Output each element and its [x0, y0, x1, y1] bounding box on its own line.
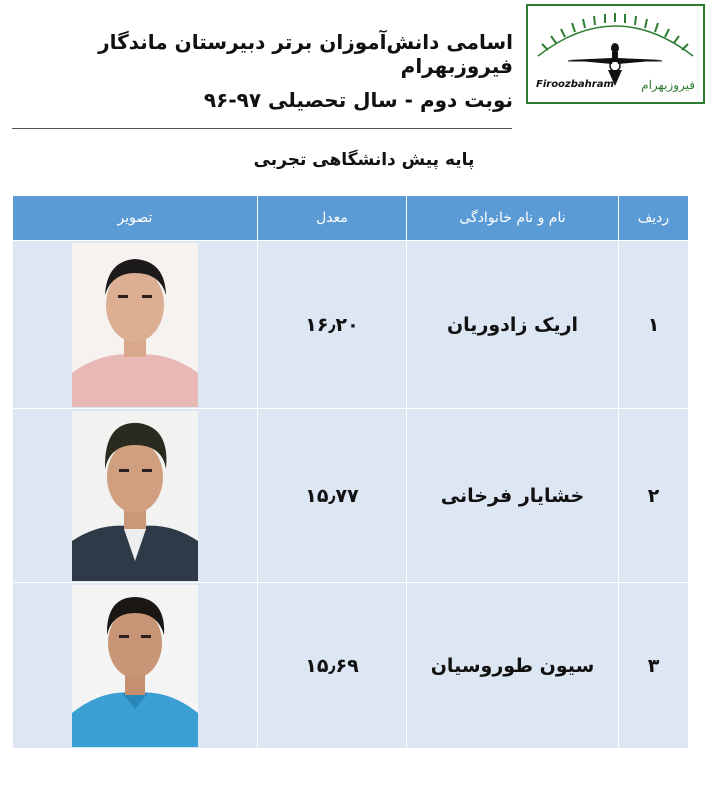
grade-heading: پایه پیش دانشگاهی تجربی — [253, 150, 475, 170]
header-average: معدل — [258, 196, 407, 241]
student-photo-1 — [72, 243, 198, 407]
table-row — [13, 409, 689, 583]
student-photo-2 — [72, 411, 198, 581]
school-logo — [526, 4, 705, 104]
header-photo: تصویر — [13, 196, 258, 241]
rank-cell: ۱ — [619, 241, 689, 409]
page-subtitle-term: نوبت دوم - سال تحصیلی ۹۷-۹۶ — [203, 88, 513, 112]
rank-cell: ۲ — [619, 409, 689, 583]
table-header-row — [13, 196, 689, 241]
name-cell: خشایار فرخانی — [407, 409, 619, 583]
logo-latin-text: Firoozbahram — [536, 79, 614, 90]
student-photo-3 — [72, 585, 198, 747]
logo-persian-text: فیروزبهرام — [641, 78, 695, 92]
name-cell: سیون طوروسیان — [407, 583, 619, 749]
average-cell: ۱۶٫۲۰ — [258, 241, 407, 409]
rank-cell: ۳ — [619, 583, 689, 749]
name-cell: اریک زادوریان — [407, 241, 619, 409]
average-cell: ۱۵٫۶۹ — [258, 583, 407, 749]
average-cell: ۱۵٫۷۷ — [258, 409, 407, 583]
table-row — [13, 241, 689, 409]
header-divider — [12, 128, 512, 129]
students-table — [12, 195, 689, 749]
page-title: اسامی دانش‌آموزان برتر دبیرستان ماندگار فیروزبهرام — [98, 30, 513, 78]
header-name: نام و نام خانوادگی — [407, 196, 619, 241]
table-row — [13, 583, 689, 749]
header-rank: ردیف — [619, 196, 689, 241]
